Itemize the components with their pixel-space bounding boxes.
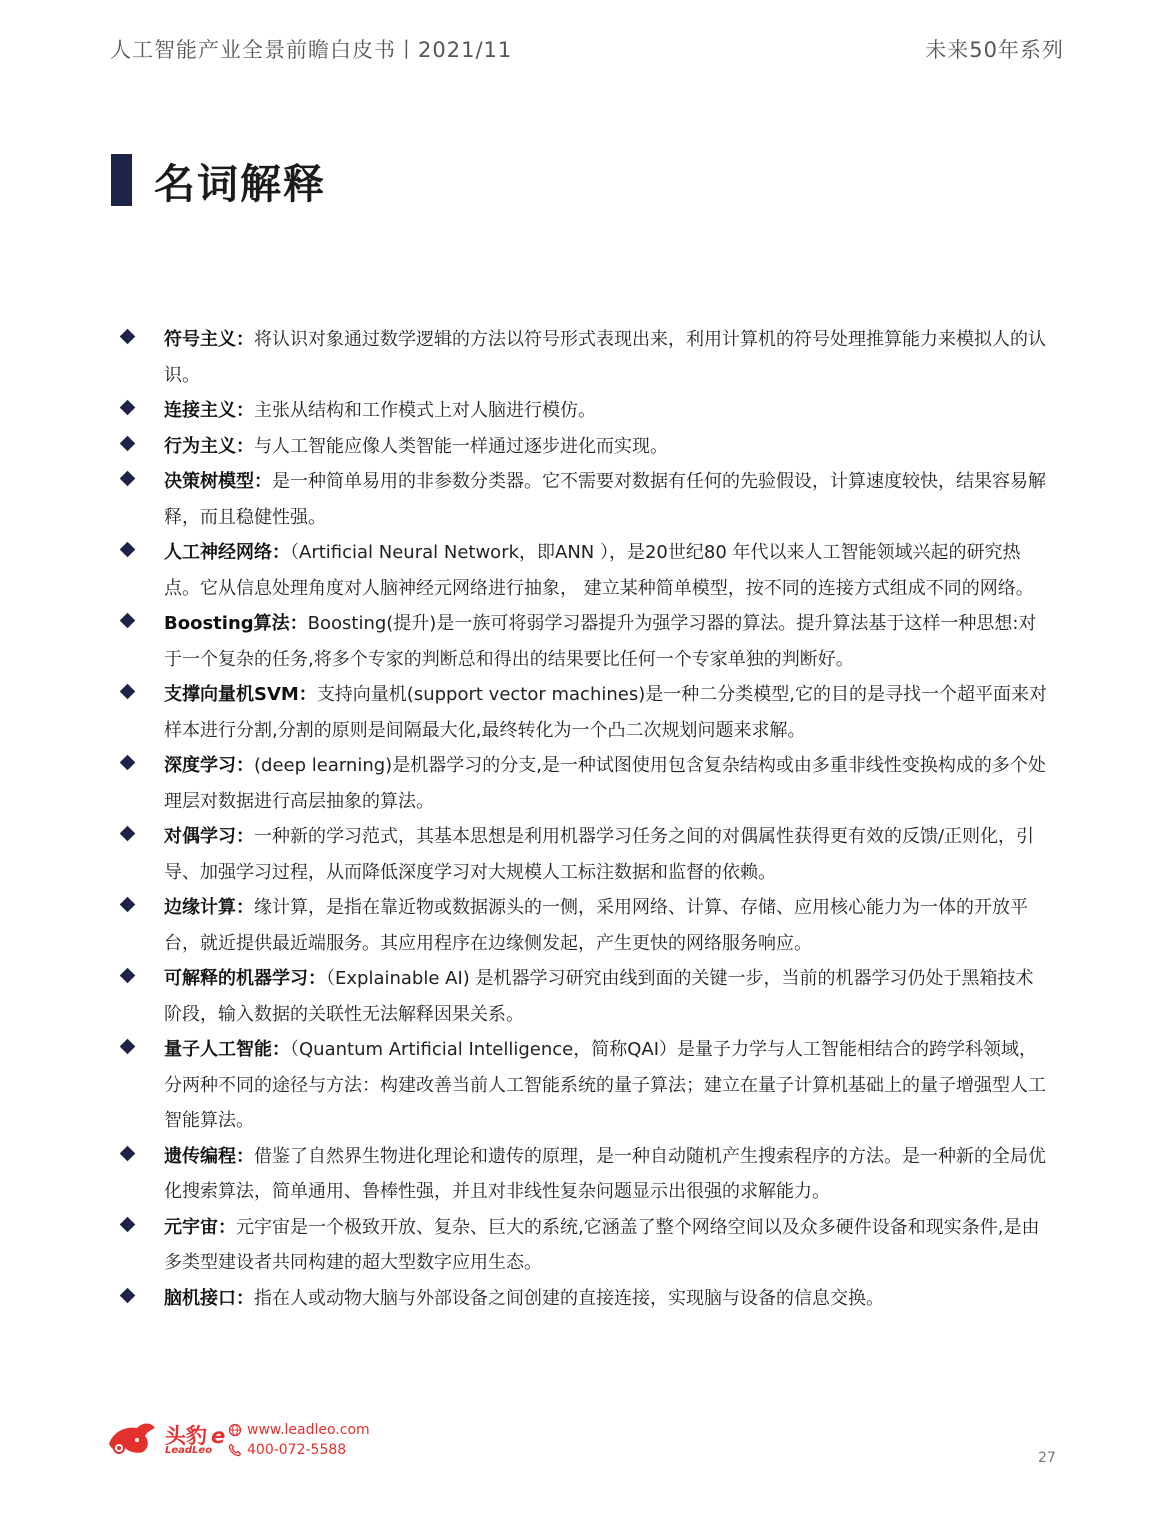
diamond-bullet-icon xyxy=(120,329,136,345)
diamond-bullet-icon xyxy=(120,755,136,771)
term-definition: 将认识对象通过数学逻辑的方法以符号形式表现出来，利用计算机的符号处理推算能力来模拟人的认识。 xyxy=(164,329,1046,386)
glossary-item xyxy=(120,429,1050,465)
term-definition: 主张从结构和工作模式上对人脑进行模仿。 xyxy=(254,400,596,421)
term-definition: 一种新的学习范式，其基本思想是利用机器学习任务之间的对偶属性获得更有效的反馈/正则化，引导、加强学习过程，从而降低深度学习对大规模人工标注数据和监督的依赖。 xyxy=(164,826,1035,883)
term-name: 决策树模型： xyxy=(164,471,272,492)
diamond-bullet-icon xyxy=(120,613,136,629)
term-definition: （Quantum Artificial Intelligence，简称QAI）是量子力学与人工智能相结合的跨学科领域，分两种不同的途径与方法：构建改善当前人工智能系统的量子算法；建立在量子计算机基础上的量子增强型人工智能算法。 xyxy=(164,1039,1046,1131)
header-series-label: 未来50年系列 xyxy=(925,38,1064,62)
logo-chinese-text: 头豹 e xyxy=(165,1424,226,1448)
term-definition: （Explainable AI) 是机器学习研究由线到面的关键一步，当前的机器学习仍处于黑箱技术阶段，输入数据的关联性无法解释因果关系。 xyxy=(164,968,1034,1025)
term-name: 行为主义： xyxy=(164,435,254,457)
glossary-item xyxy=(120,393,1050,429)
glossary-item xyxy=(120,961,1050,1032)
term-name: 深度学习： xyxy=(164,755,254,776)
term-definition: (deep learning)是机器学习的分支,是一种试图使用包含复杂结构或由多重非线性变换构成的多个处理层对数据进行高层抽象的算法。 xyxy=(164,755,1046,812)
glossary-item xyxy=(120,1139,1050,1210)
diamond-bullet-icon xyxy=(120,968,136,984)
footer-contact xyxy=(228,1420,370,1460)
glossary-item xyxy=(120,606,1050,677)
term-name: 可解释的机器学习： xyxy=(164,968,326,989)
term-definition: 与人工智能应像人类智能一样通过逐步进化而实现。 xyxy=(254,435,668,457)
diamond-bullet-icon xyxy=(120,435,136,451)
diamond-bullet-icon xyxy=(120,471,136,487)
term-definition: （Artificial Neural Network，即ANN ），是20世纪80 年代以来人工智能领域兴起的研究热点。它从信息处理角度对人脑神经元网络进行抽象， 建立某种简单模型，按不同的连接方式组成不同的网络。 xyxy=(164,542,1034,599)
term-definition: 缘计算，是指在靠近物或数据源头的一侧，采用网络、计算、存储、应用核心能力为一体的开放平台，就近提供最近端服务。其应用程序在边缘侧发起，产生更快的网络服务响应。 xyxy=(164,897,1028,954)
glossary-item xyxy=(120,677,1050,748)
diamond-bullet-icon xyxy=(120,826,136,842)
glossary-item xyxy=(120,535,1050,606)
term-name: 支撑向量机SVM： xyxy=(164,684,317,705)
term-name: 边缘计算： xyxy=(164,897,254,918)
section-title-block xyxy=(111,154,326,206)
phone-row xyxy=(228,1440,370,1460)
leopard-logo-icon xyxy=(107,1418,159,1456)
page-number: 27 xyxy=(1038,1450,1056,1466)
diamond-bullet-icon xyxy=(120,1287,136,1303)
website-row xyxy=(228,1420,370,1440)
glossary-item xyxy=(120,464,1050,535)
term-name: 遗传编程： xyxy=(164,1145,254,1167)
phone-number: 400-072-5588 xyxy=(247,1442,347,1458)
term-name: 人工神经网络： xyxy=(164,542,290,563)
glossary-item xyxy=(120,748,1050,819)
glossary-item xyxy=(120,819,1050,890)
diamond-bullet-icon xyxy=(120,1216,136,1232)
term-name: 符号主义： xyxy=(164,329,254,350)
term-definition: 借鉴了自然界生物进化理论和遗传的原理，是一种自动随机产生搜索程序的方法。是一种新的全局优化搜索算法，简单通用、鲁棒性强，并且对非线性复杂问题显示出很强的求解能力。 xyxy=(164,1145,1046,1202)
diamond-bullet-icon xyxy=(120,542,136,558)
glossary-list xyxy=(120,322,1050,1316)
website-link[interactable]: www.leadleo.com xyxy=(247,1422,370,1438)
glossary-item xyxy=(120,322,1050,393)
term-name: 连接主义： xyxy=(164,400,254,421)
term-name: 脑机接口： xyxy=(164,1287,254,1309)
term-name: Boosting算法： xyxy=(164,613,308,634)
diamond-bullet-icon xyxy=(120,1039,136,1055)
diamond-bullet-icon xyxy=(120,1145,136,1161)
diamond-bullet-icon xyxy=(120,684,136,700)
term-definition: 是一种简单易用的非参数分类器。它不需要对数据有任何的先验假设，计算速度较快，结果容易解释，而且稳健性强。 xyxy=(164,471,1046,528)
glossary-item xyxy=(120,1281,1050,1317)
term-definition: 元宇宙是一个极致开放、复杂、巨大的系统,它涵盖了整个网络空间以及众多硬件设备和现实条件,是由多类型建设者共同构建的超大型数字应用生态。 xyxy=(164,1216,1040,1273)
term-name: 量子人工智能： xyxy=(164,1039,290,1060)
glossary-item xyxy=(120,1210,1050,1281)
term-name: 元宇宙： xyxy=(164,1216,236,1238)
section-title: 名词解释 xyxy=(154,159,326,208)
term-name: 对偶学习： xyxy=(164,826,254,847)
glossary-item xyxy=(120,1032,1050,1139)
glossary-item xyxy=(120,890,1050,961)
term-definition: Boosting(提升)是一族可将弱学习器提升为强学习器的算法。提升算法基于这样一种思想:对于一个复杂的任务,将多个专家的判断总和得出的结果要比任何一个专家单独的判断好。 xyxy=(164,613,1037,670)
header-document-title: 人工智能产业全景前瞻白皮书丨2021/11 xyxy=(110,38,513,62)
globe-icon xyxy=(228,1423,242,1437)
title-accent-bar xyxy=(111,154,132,206)
term-definition: 支持向量机(support vector machines)是一种二分类模型,它的目的是寻找一个超平面来对样本进行分割,分割的原则是间隔最大化,最终转化为一个凸二次规划问题来求解。 xyxy=(164,684,1047,741)
term-definition: 指在人或动物大脑与外部设备之间创建的直接连接，实现脑与设备的信息交换。 xyxy=(254,1287,884,1309)
diamond-bullet-icon xyxy=(120,400,136,416)
logo-english-text: LeadLeo xyxy=(165,1445,213,1456)
diamond-bullet-icon xyxy=(120,897,136,913)
phone-icon xyxy=(228,1443,242,1457)
